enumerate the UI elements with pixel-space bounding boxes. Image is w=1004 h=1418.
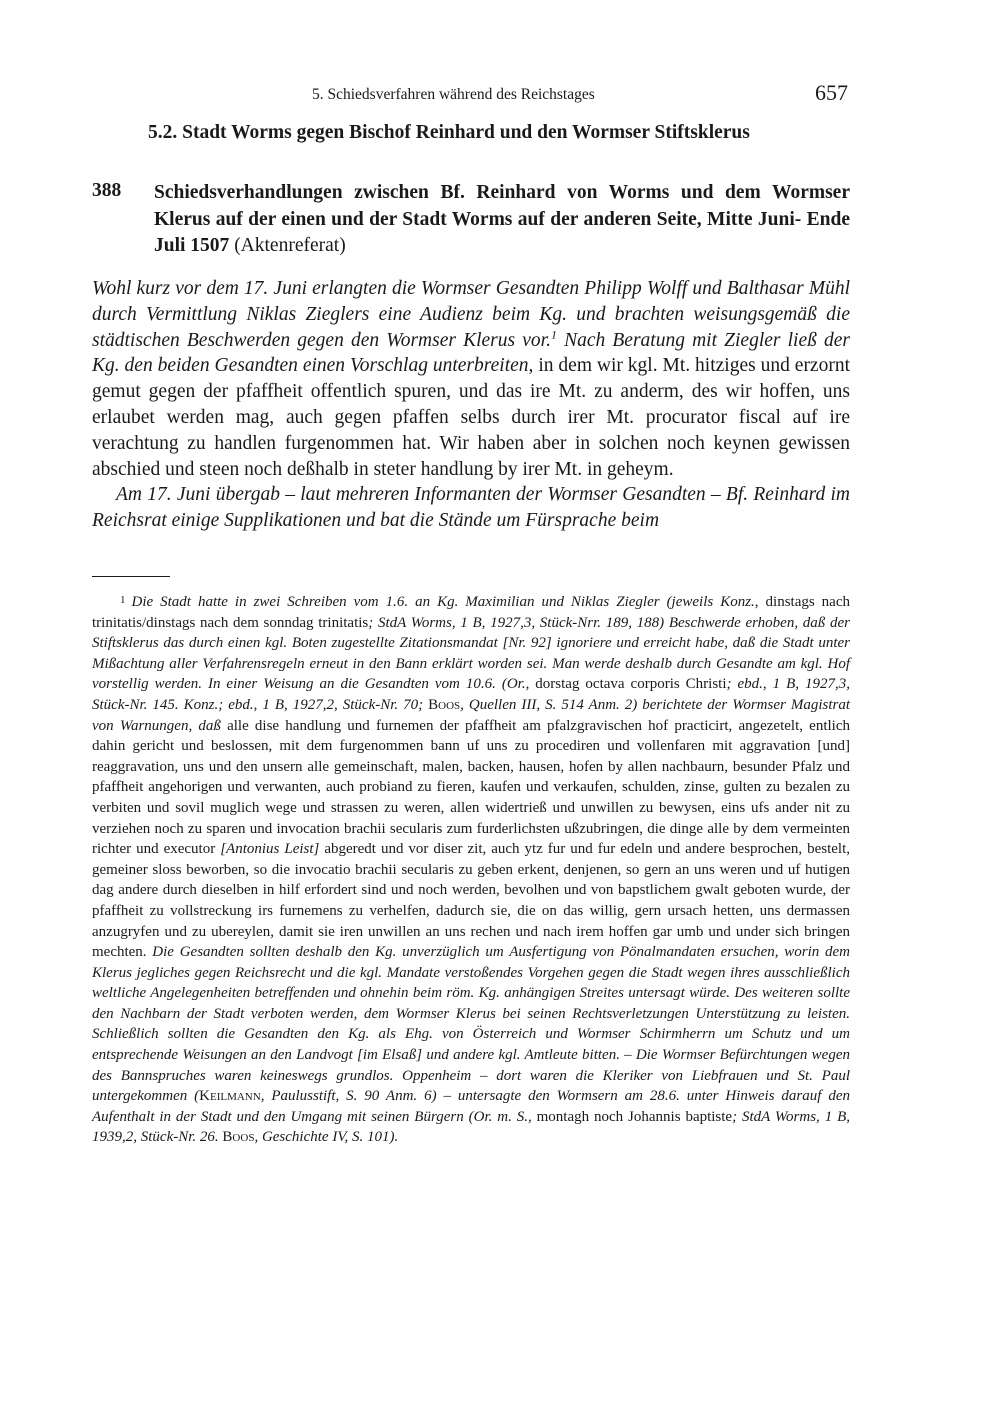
body-paragraph-1	[92, 276, 850, 482]
footnote-quote: alle dise handlung und furnemen der pfaffheit am pfalzgravischen hof practicirt, angezetelt, entlich dahin gericht und beslossen, mit dem furgenommen bann uf uns zu procediren und vollenfaren mit aggravation [und] reaggravation, uns und den unsern alle gemeinschaft, malen, backen, hausen, hofen by allen nachbaurn, besunder Pfalz und pfaffheit angehorigen und verwanten, auch probiand zu fieren, kaufen und verkaufen, schulden, zinse, gulten zu bezalen zu verbiten und sovil muglich wege und strassen zu weren, allen widertrieß und unwillen zu bewysen, eins ufs ander nit zu verziehen noch zu sparen und invocation brachii secularis zum furderlichsten ußzubringen, die dinge alle by dem vermeinten richter und executor	[92, 717, 850, 858]
footnote-author: Boos	[218, 1129, 255, 1146]
running-head	[200, 80, 848, 108]
body-p1-italic: Wohl kurz vor dem 17. Juni erlangten die Wormser Gesandten Philipp Wolff und Balthasar Mühl durch Vermittlung Niklas Zieglers eine Audienz beim Kg. und brachten weisungsgemäß die städtischen Beschwerden gegen den Wormser Klerus vor.	[92, 278, 850, 351]
footnote-quote: abgeredt und vor diser zit, auch ytz fur und fur edeln und andere besprochen, bestelt, gemeiner sloss beworben, so die invocatio brachii secularis zu geben erkent, denjenen, so gern an uns weren und uf hutigen dag andere durch dieselben in hilf erfordert sind und noch werden, bevolhen und von bapstlichem gwalt geboten wurde, der pfaffheit zu vollstreckung irs furnemens zu verhelfen, dadurch sie, die on das willig, gern ursach hetten, uns dermassen anzugryfen und zu ubereylen, damit sie iren unwillen an uns rechen und nach irem hoffen gar umb und under sich bringen mechten.	[92, 841, 850, 961]
footnote-author: Keilmann	[199, 1088, 261, 1105]
document-title-text: Schiedsverhandlungen zwischen Bf. Reinhard von Worms und dem Wormser Klerus auf der einen und der Stadt Worms auf der anderen Seite, Mitte Juni- Ende Juli 1507	[154, 182, 850, 256]
footnote-1	[92, 590, 850, 1148]
footnote-segment: ; StdA Worms, 1 B, 1939,2, Stück-Nr. 26.	[92, 1108, 850, 1146]
footnote-segment: Die Gesandten sollten deshalb den Kg. unverzüglich um Ausfertigung von Pönalmandaten ersuchen, worin dem Klerus jegliches gegen Reichsrecht und die kgl. Mandate verstoßendes Vorgehen gegen die Stadt wegen ihres ausschließlich weltliche Angelegenheiten betreffenden und ohnehin beim röm. Kg. anhängigen Streites untersagt würde. Des weiteren sollte den Nachbarn der Stadt verboten werden, dem Wormser Klerus bei seinen Rechtsverletzungen Unterstützung zu leisten. Schließlich sollten die Gesandten den Kg. als Ehg. von Österreich und Wormser Schirmherrn um Schutz und um entsprechende Weisungen an den Landvogt [im Elsaß] und andere kgl. Amtleute bitten. – Die Wormser Befürchtungen wegen des Bannspruches waren keineswegs grundlos. Oppenheim – dort waren die Kleriker von Liebfrauen und St. Paul untergekommen (	[92, 944, 850, 1105]
footnote-reference[interactable]: 1	[550, 327, 557, 342]
section-heading: 5.2. Stadt Worms gegen Bischof Reinhard und den Wormser Stiftsklerus	[148, 122, 750, 143]
footnote-segment: , Quellen III, S. 514 Anm. 2) berichtete der Wormser Magistrat von Warnungen, daß	[92, 696, 851, 734]
footnote-segment: dinstags nach trinitatis/dinstags nach dem sonndag trinitatis	[92, 594, 850, 631]
body-p1-quote: in dem wir kgl. Mt. hitziges und erzornt gemut gegen der pfaffheit offentlich spuren, und das ire Mt. zu anderm, des wir hoffen, uns erlaubet werden mag, auch gegen pfaffen selbs durch irer Mt. procurator fiscal auf ire verachtung zu handlen furgenommen hat. Wir haben aber in solchen noch keynen gewissen abschied und steen noch deßhalb in steter handlung by irer Mt. in geheym.	[92, 355, 851, 480]
body-p1-italic-2: Nach Beratung mit Ziegler ließ der Kg. den beiden Gesandten einen Vorschlag unterbreiten,	[92, 329, 850, 377]
document-number: 388	[92, 180, 122, 201]
running-title: 5. Schiedsverfahren während des Reichstages	[312, 86, 595, 103]
document-title-note: (Aktenreferat)	[234, 235, 346, 256]
page-number: 657	[815, 80, 848, 105]
footnote-segment: ; ebd., 1 B, 1927,3, Stück-Nr. 145. Konz.; ebd., 1 B, 1927,2, Stück-Nr. 70;	[92, 676, 850, 713]
footnote-author: Boos	[423, 696, 461, 713]
body-paragraph-2	[92, 482, 850, 534]
footnote-segment: montagh noch Johannis baptiste	[531, 1108, 733, 1125]
footnote-segment: Die Stadt hatte in zwei Schreiben vom 1.6. an Kg. Maximilian und Niklas Ziegler (jeweils Konz.,	[131, 594, 759, 610]
body-p2-italic: Am 17. Juni übergab – laut mehreren Informanten der Wormser Gesandten – Bf. Reinhard im Reichsrat einige Supplikationen und bat die Stände um Fürsprache beim	[92, 484, 850, 532]
footnote-segment: dorstag octava corporis Christi	[529, 676, 727, 693]
footnote-segment: , Geschichte IV, S. 101).	[254, 1129, 399, 1146]
body-text	[92, 276, 850, 534]
footnote-segment: ; StdA Worms, 1 B, 1927,3, Stück-Nrr. 189, 188) Beschwerde erhoben, daß der Stiftsklerus das durch einen kgl. Boten zugestellte Zitationsmandat [Nr. 92] ignoriere und erreicht habe, daß die Stadt unter Mißachtung aller Verfahrensregeln erneut in den Bann erklärt worden sei. Man werde deshalb durch Gesandte am kgl. Hof vorstellig werden. In einer Weisung an die Gesandten vom 10.6. (Or.,	[92, 614, 850, 693]
footnote-segment: [Antonius Leist]	[215, 841, 320, 858]
footnote-rule	[92, 576, 170, 577]
footnote-segment: , Paulusstift, S. 90 Anm. 6) – untersagte den Wormsern am 28.6. unter Hinweis darauf den Aufenthalt in der Stadt und den Umgang mit seinen Bürgern (Or. m. S.,	[92, 1088, 850, 1125]
document-title	[154, 180, 850, 260]
footnote-number: 1	[120, 594, 126, 606]
